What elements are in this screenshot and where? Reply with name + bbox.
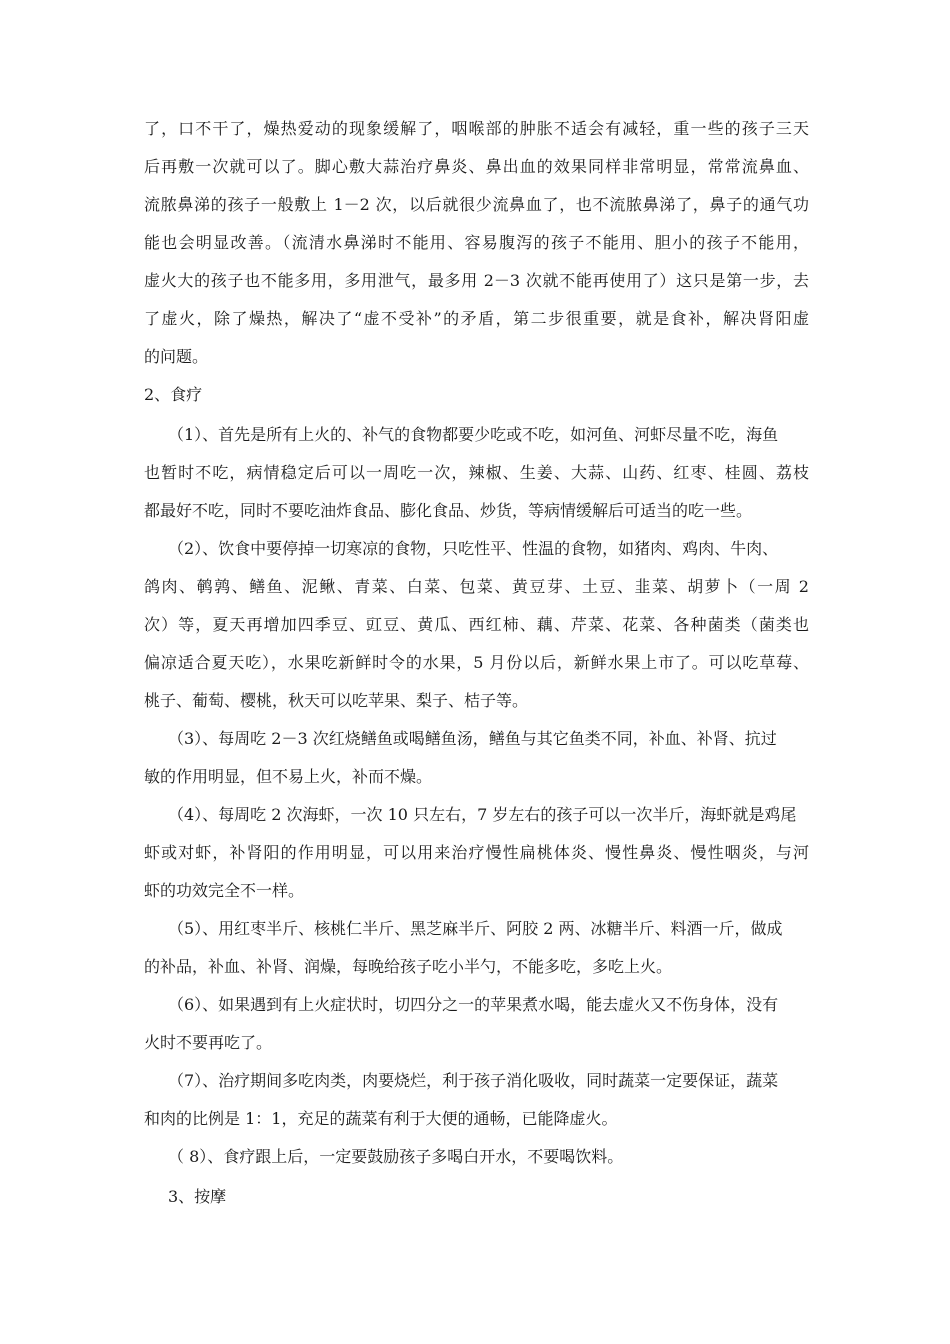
text-line: （7）、治疗期间多吃肉类，肉要烧烂，利于孩子消化吸收，同时蔬菜一定要保证，蔬菜 <box>168 1071 779 1090</box>
text-line: （3）、每周吃 2－3 次红烧鳝鱼或喝鳝鱼汤，鳝鱼与其它鱼类不同，补血、补肾、抗过 <box>168 729 777 748</box>
text-line: （6）、如果遇到有上火症状时，切四分之一的苹果煮水喝，能去虚火又不伤身体，没有 <box>168 995 779 1014</box>
text-line: 的问题。 <box>144 347 209 366</box>
text-line: 了，口不干了，燥热爱动的现象缓解了，咽喉部的肿胀不适会有减轻，重一些的孩子三天 <box>144 119 809 138</box>
text-line: （4）、每周吃 2 次海虾，一次 10 只左右，7 岁左右的孩子可以一次半斤，海虾就是鸡尾 <box>168 805 797 824</box>
text-line: 流脓鼻涕的孩子一般敷上 1－2 次，以后就很少流鼻血了，也不流脓鼻涕了，鼻子的通气功 <box>144 195 809 214</box>
text-line: 后再敷一次就可以了。脚心敷大蒜治疗鼻炎、鼻出血的效果同样非常明显，常常流鼻血、 <box>144 157 809 176</box>
text-line: 虚火大的孩子也不能多用，多用泄气，最多用 2－3 次就不能再使用了）这只是第一步，去 <box>144 271 809 290</box>
text-line: 虾或对虾，补肾阳的作用明显，可以用来治疗慢性扁桃体炎、慢性鼻炎、慢性咽炎，与河 <box>144 843 809 862</box>
text-line: 火时不要再吃了。 <box>144 1033 273 1052</box>
text-line: 偏凉适合夏天吃），水果吃新鲜时令的水果，5 月份以后，新鲜水果上市了。可以吃草莓、 <box>144 653 809 672</box>
text-line: （5）、用红枣半斤、核桃仁半斤、黑芝麻半斤、阿胶 2 两、冰糖半斤、料酒一斤，做成 <box>168 919 783 938</box>
section-heading-massage: 3、按摩 <box>168 1187 227 1206</box>
text-line: （2）、饮食中要停掉一切寒凉的食物，只吃性平、性温的食物，如猪肉、鸡肉、牛肉、 <box>168 539 779 558</box>
text-line: 的补品，补血、补肾、润燥，每晚给孩子吃小半勺，不能多吃，多吃上火。 <box>144 957 673 976</box>
text-line: 能也会明显改善。（流清水鼻涕时不能用、容易腹泻的孩子不能用、胆小的孩子不能用， <box>144 233 809 252</box>
text-line: （ 8）、食疗跟上后，一定要鼓励孩子多喝白开水，不要喝饮料。 <box>168 1147 624 1166</box>
text-line: 敏的作用明显，但不易上火，补而不燥。 <box>144 767 433 786</box>
section-heading-diet: 2、食疗 <box>144 385 203 404</box>
text-line: 也暂时不吃，病情稳定后可以一周吃一次，辣椒、生姜、大蒜、山药、红枣、桂圆、荔枝 <box>144 463 809 482</box>
text-line: 虾的功效完全不一样。 <box>144 881 305 900</box>
text-line: 了虚火，除了燥热，解决了“虚不受补”的矛盾，第二步很重要，就是食补，解决肾阳虚 <box>144 309 809 328</box>
text-line: 次）等，夏天再增加四季豆、豇豆、黄瓜、西红柿、藕、芹菜、花菜、各种菌类（菌类也 <box>144 615 809 634</box>
text-line: 都最好不吃，同时不要吃油炸食品、膨化食品、炒货，等病情缓解后可适当的吃一些。 <box>144 501 753 520</box>
text-line: 桃子、葡萄、樱桃，秋天可以吃苹果、梨子、桔子等。 <box>144 691 529 710</box>
text-line: 鸽肉、鹌鹑、鳝鱼、泥鳅、青菜、白菜、包菜、黄豆芽、土豆、韭菜、胡萝卜（一周 2 <box>144 577 809 596</box>
text-line: 和肉的比例是 1：1，充足的蔬菜有利于大便的通畅，已能降虚火。 <box>144 1109 618 1128</box>
text-line: （1）、首先是所有上火的、补气的食物都要少吃或不吃，如河鱼、河虾尽量不吃，海鱼 <box>168 425 779 444</box>
